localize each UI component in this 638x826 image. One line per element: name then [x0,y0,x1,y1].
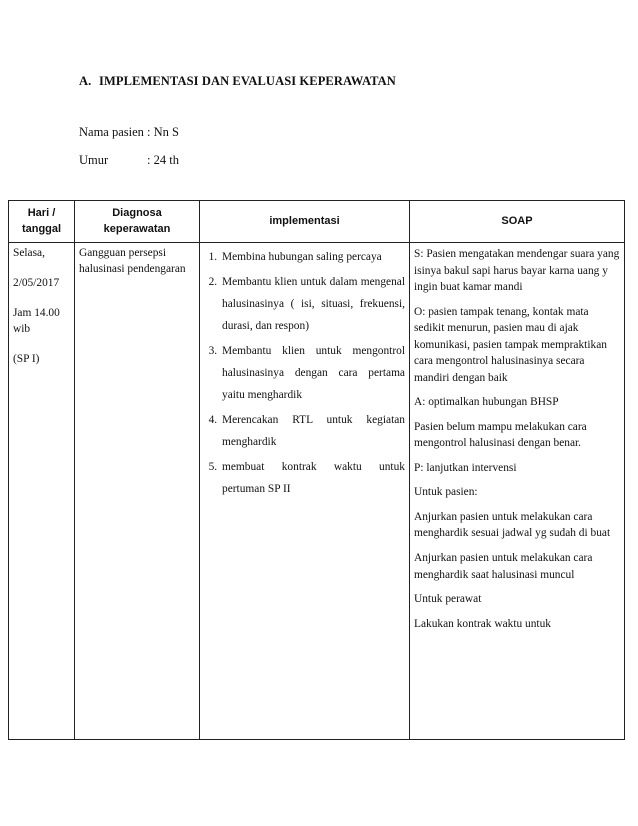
soap-plan-nurse-1: Lakukan kontrak waktu untuk [414,617,551,630]
implementation-table [8,200,625,740]
list-item: 5. membuat kontrak waktu untuk pertuman SP II [220,456,405,500]
hari-sp: (SP I) [13,352,40,365]
hari-time: Jam 14.00 wib [13,306,60,335]
patient-name-row [79,125,179,140]
soap-subjective: S: Pasien mengatakan mendengar suara yang isinya bakul sapi harus bayar karna uang y ingin buat kamar mandi [414,248,620,294]
header-soap: SOAP [410,201,625,243]
table-header-row [9,201,625,243]
list-item: 4. Merencakan RTL untuk kegiatan menghardik [220,409,405,453]
hari-date: 2/05/2017 [13,276,60,289]
cell-diagnosa [75,243,200,740]
table-row [9,243,625,740]
section-heading [79,74,396,89]
list-item: 2. Membantu klien untuk dalam mengenal halusinasinya ( isi, situasi, frekuensi, durasi, dan respon) [220,271,405,337]
header-hari: Hari / tanggal [9,201,75,243]
patient-age-value: : 24 th [147,153,179,167]
cell-soap [410,243,625,740]
soap-plan-nurse-heading: Untuk perawat [414,593,482,606]
implementasi-list [204,246,405,500]
list-item: 1. Membina hubungan saling percaya [220,246,405,268]
patient-name-label: Nama pasien [79,125,144,139]
soap-objective: O: pasien tampak tenang, kontak mata sedikit menurun, pasien mau di ajak komunikasi, pasien tampak mempraktikan cara mengontrol halusinasinya secara mandiri dengan baik [414,305,607,384]
soap-assessment: A: optimalkan hubungan BHSP [414,396,559,409]
list-item: 3. Membantu klien untuk mengontrol halusinasinya dengan cara pertama yaitu menghardik [220,340,405,406]
section-title: IMPLEMENTASI DAN EVALUASI KEPERAWATAN [99,74,396,88]
section-letter: A. [79,74,92,88]
header-implementasi: implementasi [200,201,410,243]
cell-implementasi [200,243,410,740]
patient-name-value: : Nn S [147,125,179,139]
soap-plan-patient-heading: Untuk pasien: [414,486,478,499]
patient-age-row [79,153,179,168]
soap-plan-patient-2: Anjurkan pasien untuk melakukan cara menghardik saat halusinasi muncul [414,551,593,581]
soap-plan-patient-1: Anjurkan pasien untuk melakukan cara menghardik sesuai jadwal yg sudah di buat [414,510,611,540]
header-diagnosa: Diagnosa keperawatan [75,201,200,243]
patient-age-label: Umur [79,153,109,167]
soap-assessment-note: Pasien belum mampu melakukan cara mengontrol halusinasi dengan benar. [414,420,587,450]
cell-hari [9,243,75,740]
diagnosa-text: Gangguan persepsi halusinasi pendengaran [79,247,186,275]
soap-plan: P: lanjutkan intervensi [414,461,517,474]
hari-day: Selasa, [13,247,45,259]
